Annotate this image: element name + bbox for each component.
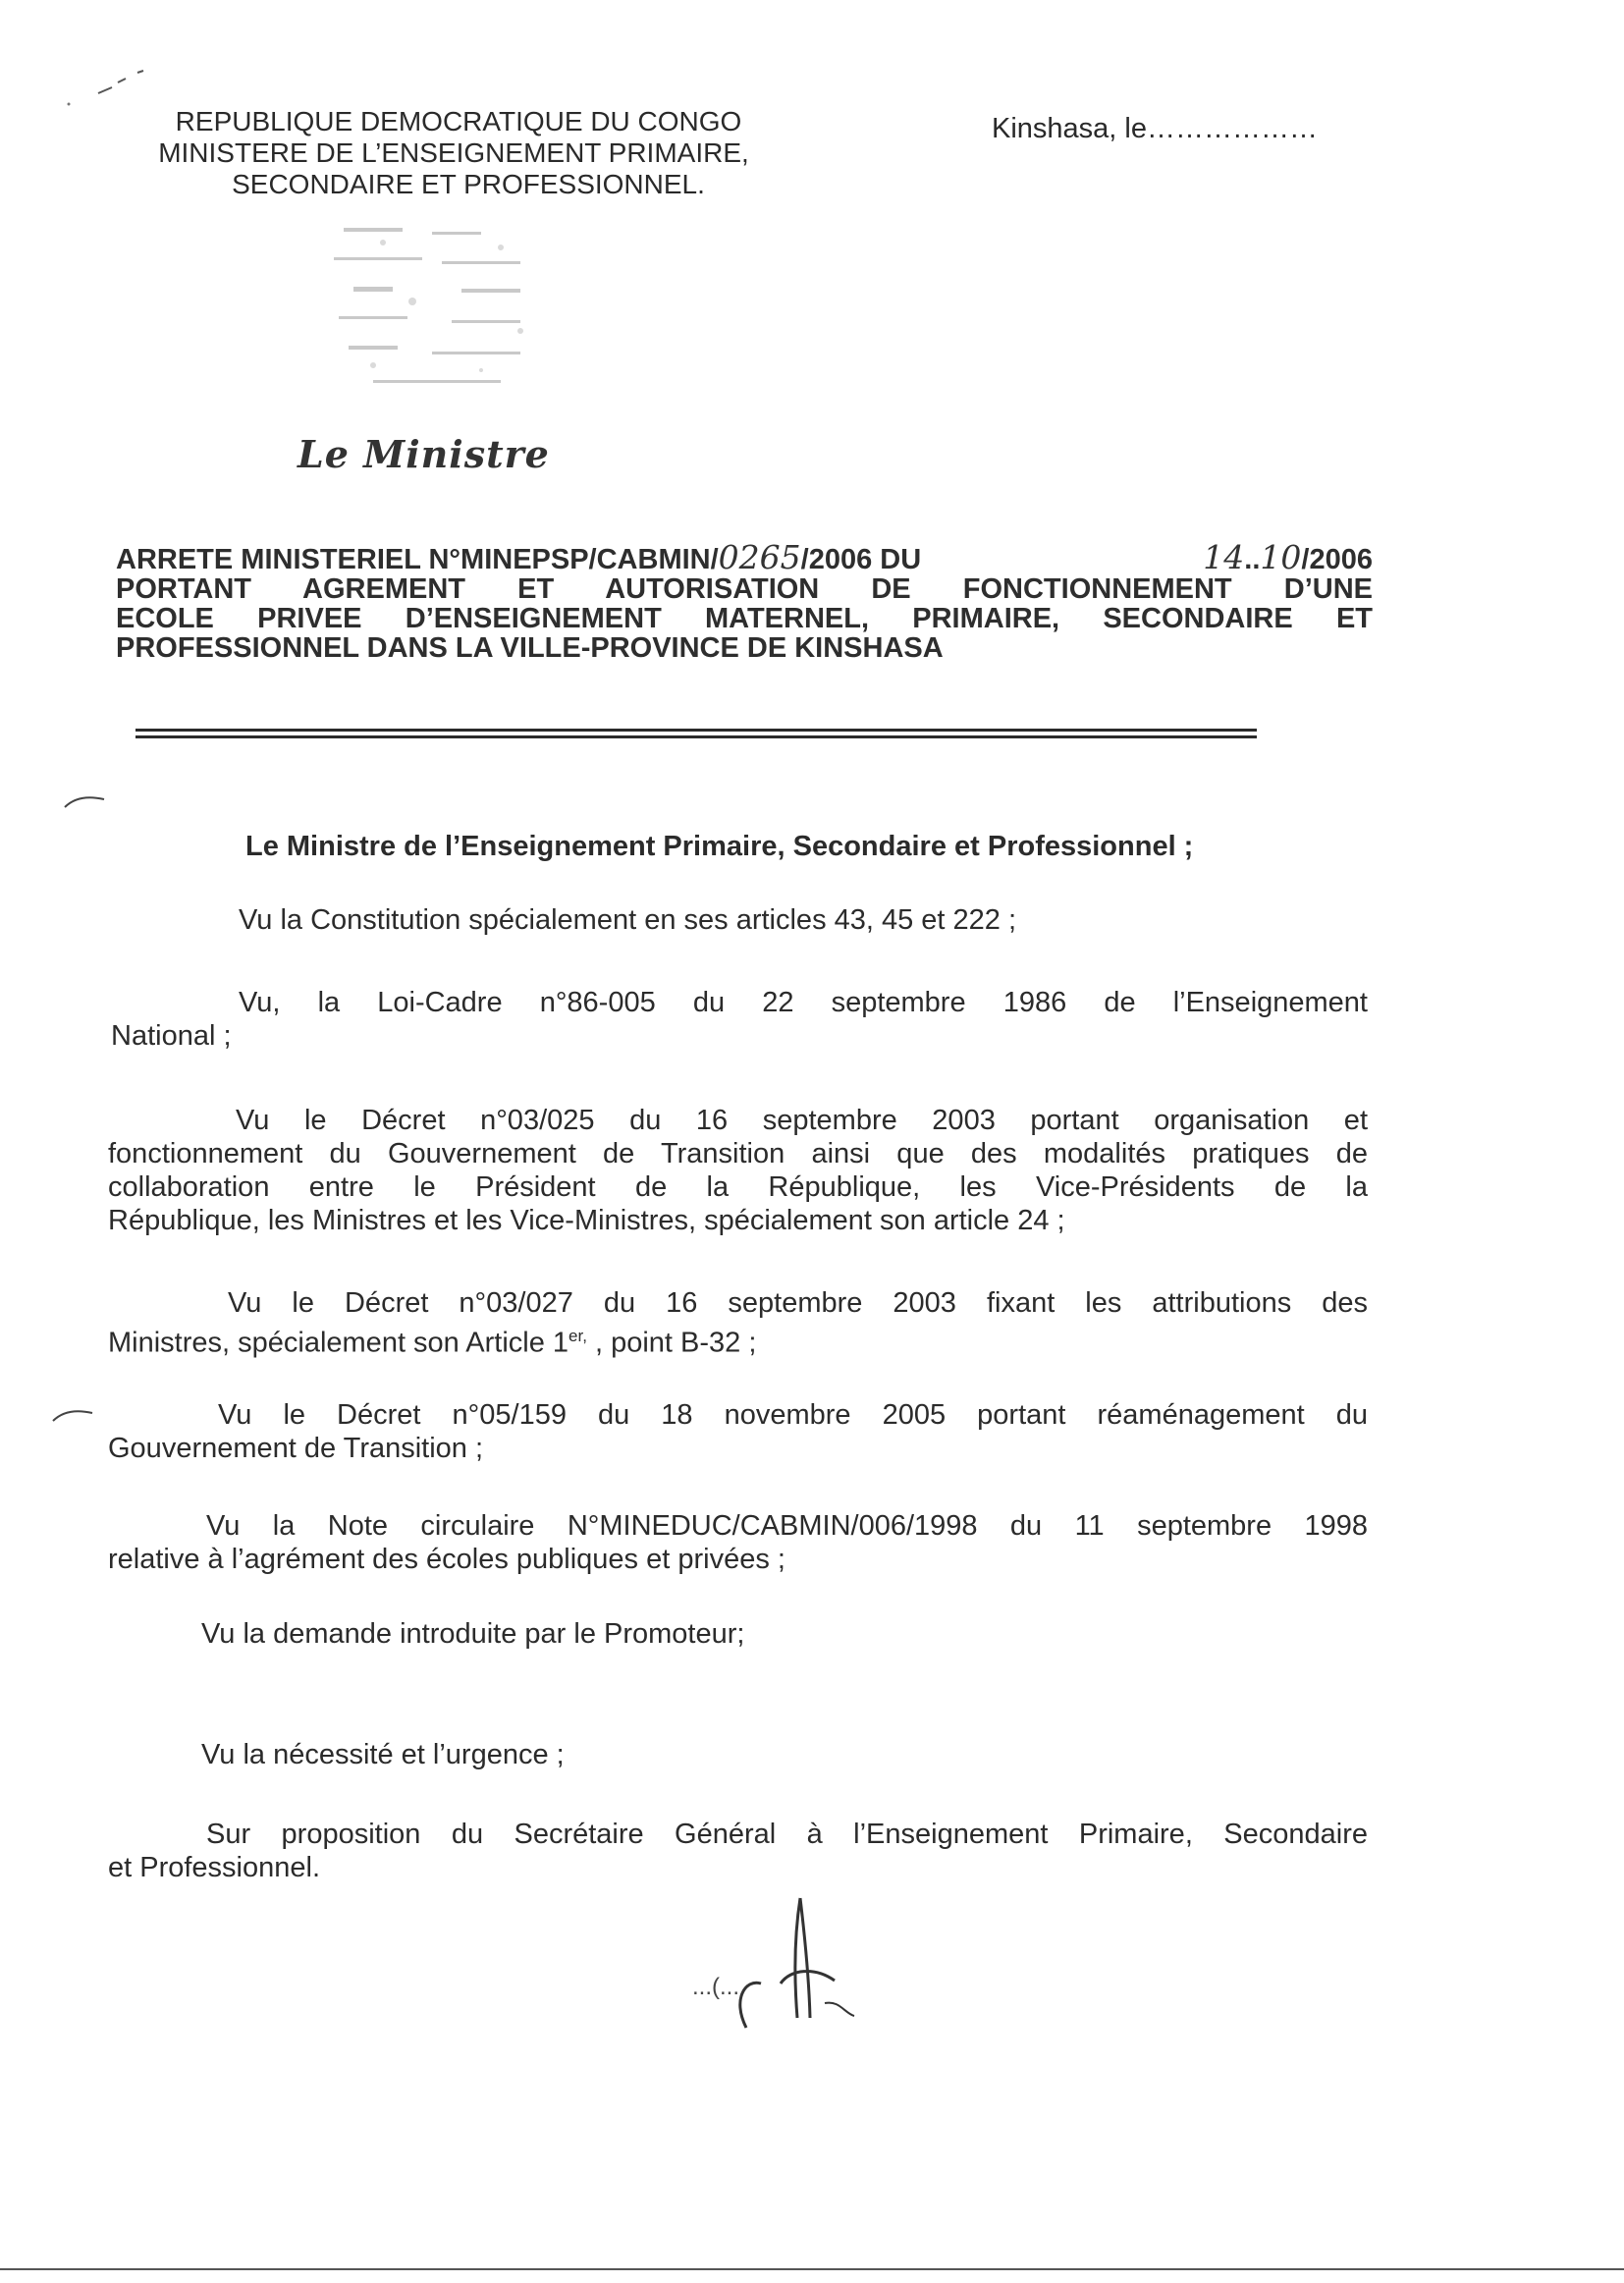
recital-decret-03-027: Vu le Décret n°03/027 du 16 septembre 2003 fixant les attributions des Ministres, spécialement son Article $1^{er,}$ , point B-32 ; (108, 1287, 1368, 1359)
preamble-intro: Le Ministre de l’Enseignement Primaire, Secondaire et Professionnel ; (245, 831, 1194, 862)
country-name: REPUBLIQUE DEMOCRATIQUE DU CONGO (175, 106, 742, 136)
recital-proposition: Sur proposition du Secrétaire Général à l’Enseignement Primaire, Secondaire et Professionnel. (108, 1819, 1368, 1883)
heading-rule-bottom (135, 735, 1257, 738)
signatory-title: Le Ministre (298, 432, 550, 476)
decree-ref-prefix: ARRETE MINISTERIEL N°MINEPSP/CABMIN/ (116, 544, 719, 575)
decree-day-handwritten: 14 (1203, 538, 1245, 576)
decree-title-line-2: PORTANT AGREMENT ET AUTORISATION DE FONCTIONNEMENT D’UNE (116, 573, 1373, 605)
recital-demande: Vu la demande introduite par le Promoteur; (201, 1618, 745, 1650)
decree-title-line-3: ECOLE PRIVEE D’ENSEIGNEMENT MATERNEL, PRIMAIRE, SECONDAIRE ET (116, 603, 1373, 634)
decree-ref-year: /2006 DU (800, 544, 922, 575)
decree-number-line (116, 538, 1373, 576)
recital-constitution: Vu la Constitution spécialement en ses articles 43, 45 et 222 ; (239, 904, 1017, 936)
ministry-line-1: MINISTERE DE L’ENSEIGNEMENT PRIMAIRE, (158, 137, 749, 168)
margin-mark (61, 786, 110, 815)
recital-decret-03-025: Vu le Décret n°03/025 du 16 septembre 2003 portant organisation et fonctionnement du Gouvernement de Transition ainsi que des modalités pratiques de collaboration entre le Président de la République, les Vice-Présidents de la République, les Ministres et les Vice-Ministres, spécialement son article 24 ; (108, 1105, 1368, 1236)
recital-note-circulaire: Vu la Note circulaire N°MINEDUC/CABMIN/006/1998 du 11 septembre 1998 relative à l’agrément des écoles publiques et privées ; (108, 1510, 1368, 1575)
decree-number-handwritten: 0265 (718, 538, 801, 576)
ministry-line-2: SECONDAIRE ET PROFESSIONNEL. (232, 169, 705, 199)
place-and-date: Kinshasa, le……………… (992, 113, 1318, 144)
letterhead (110, 106, 797, 200)
scan-artifact-marks (59, 59, 167, 108)
page-bottom-edge (0, 2268, 1624, 2270)
decree-title-line-4: PROFESSIONNEL DANS LA VILLE-PROVINCE DE KINSHASA (116, 632, 944, 664)
date-separator: .. (1244, 544, 1261, 575)
recital-loi-cadre: Vu, la Loi-Cadre n°86-005 du 22 septembre 1986 de l’Enseignement National ; (111, 987, 1368, 1052)
recital-urgence: Vu la nécessité et l’urgence ; (201, 1739, 565, 1770)
heading-rule-top (135, 729, 1257, 732)
faded-emblem-stamp (314, 218, 579, 405)
margin-mark (49, 1399, 98, 1429)
decree-month-handwritten: 10 (1260, 538, 1302, 576)
recital-decret-05-159: Vu le Décret n°05/159 du 18 novembre 2005 portant réaménagement du Gouvernement de Transition ; (108, 1399, 1368, 1464)
handwritten-initials (707, 1890, 874, 2047)
decree-heading (116, 538, 1373, 664)
paraphe-dots: ...(... (692, 1974, 739, 2000)
decree-date-year: /2006 (1301, 544, 1373, 575)
